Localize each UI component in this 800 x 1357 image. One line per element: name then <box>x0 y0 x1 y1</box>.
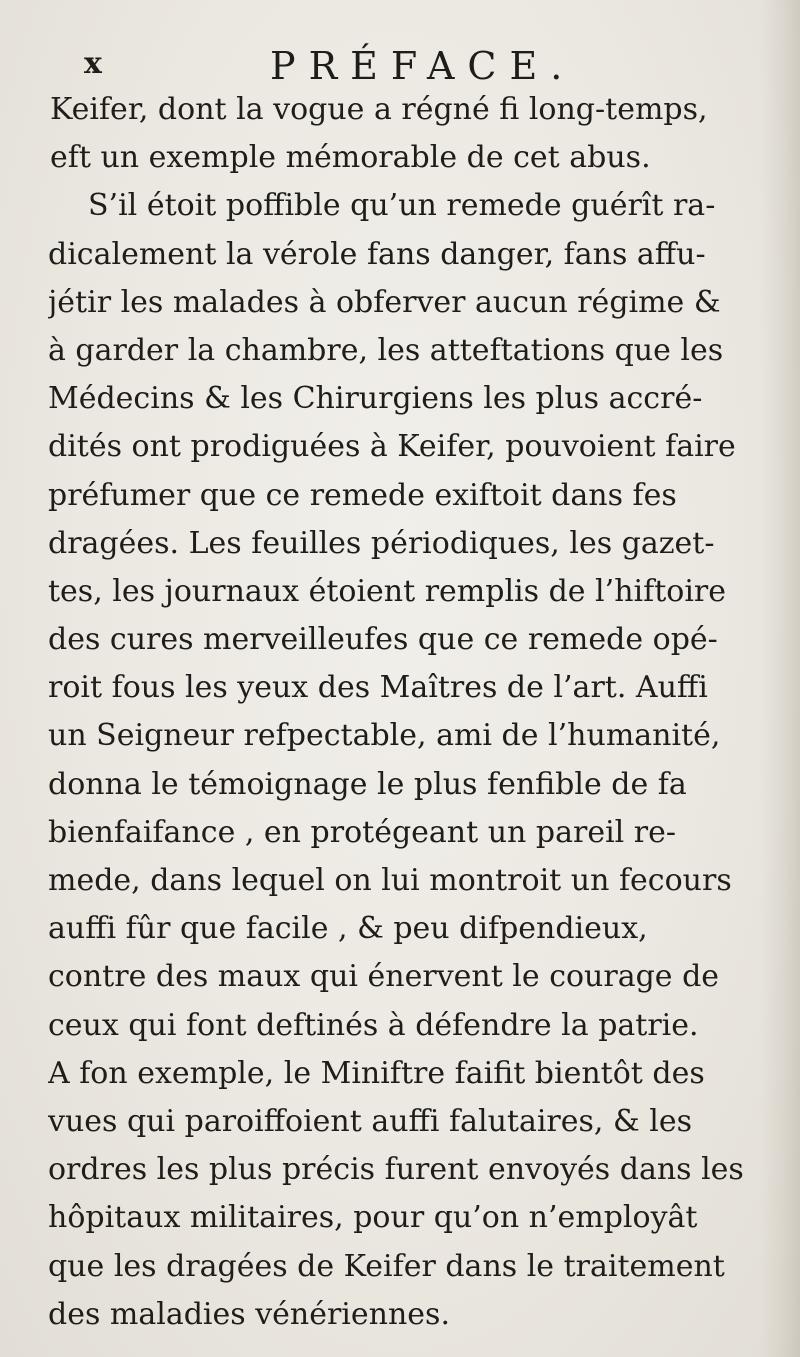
text-line: Keifer, dont la vogue a régné fi long-temps, <box>50 92 708 127</box>
text-line: dités ont prodiguées à Keifer, pouvoient faire <box>48 429 736 465</box>
body-text <box>48 86 768 1339</box>
text-line: des maladies vénériennes. <box>48 1296 450 1332</box>
page-number: x <box>84 46 102 81</box>
text-line: auffi fûr que facile , & peu difpendieux, <box>48 911 648 947</box>
text-line: des cures merveilleufes que ce remede opé- <box>48 622 718 658</box>
text-line: un Seigneur refpectable, ami de l’humanité, <box>48 718 721 754</box>
text-line: ordres les plus précis furent envoyés dans les <box>48 1152 744 1188</box>
text-line: mede, dans lequel on lui montroit un fecours <box>48 863 732 898</box>
text-line: tes, les journaux étoient remplis de l’hiftoire <box>48 573 727 609</box>
text-line: Médecins & les Chirurgiens les plus accré- <box>48 381 703 417</box>
text-line: dragées. Les feuilles périodiques, les gazet- <box>48 525 715 561</box>
running-title: PRÉFACE. <box>270 44 576 88</box>
text-line: préfumer que ce remede exiftoit dans fes <box>48 477 677 513</box>
text-line: donna le témoignage le plus fenfible de fa <box>48 766 687 802</box>
text-line: A fon exemple, le Miniftre faifit bientôt des <box>48 1055 705 1091</box>
text-line: jétir les malades à obferver aucun régime & <box>48 284 721 320</box>
text-line: contre des maux qui énervent le courage de <box>48 959 720 995</box>
text-line: vues qui paroiffoient auffi falutaires, & les <box>48 1103 692 1139</box>
text-line: à garder la chambre, les atteftations que les <box>48 332 724 368</box>
text-line: roit fous les yeux des Maîtres de l’art. Auffi <box>48 670 708 706</box>
text-line: que les dragées de Keifer dans le traitement <box>48 1248 725 1284</box>
text-line: S’il étoit poffible qu’un remede guérît ra- <box>88 188 716 224</box>
text-line: eft un exemple mémorable de cet abus. <box>50 140 651 176</box>
text-line: hôpitaux militaires, pour qu’on n’employât <box>48 1200 698 1236</box>
text-line: dicalement la vérole fans danger, fans affu- <box>48 236 706 272</box>
text-line: ceux qui font deftinés à défendre la patrie. <box>48 1007 699 1043</box>
text-line: bienfaifance , en protégeant un pareil re- <box>48 814 677 850</box>
